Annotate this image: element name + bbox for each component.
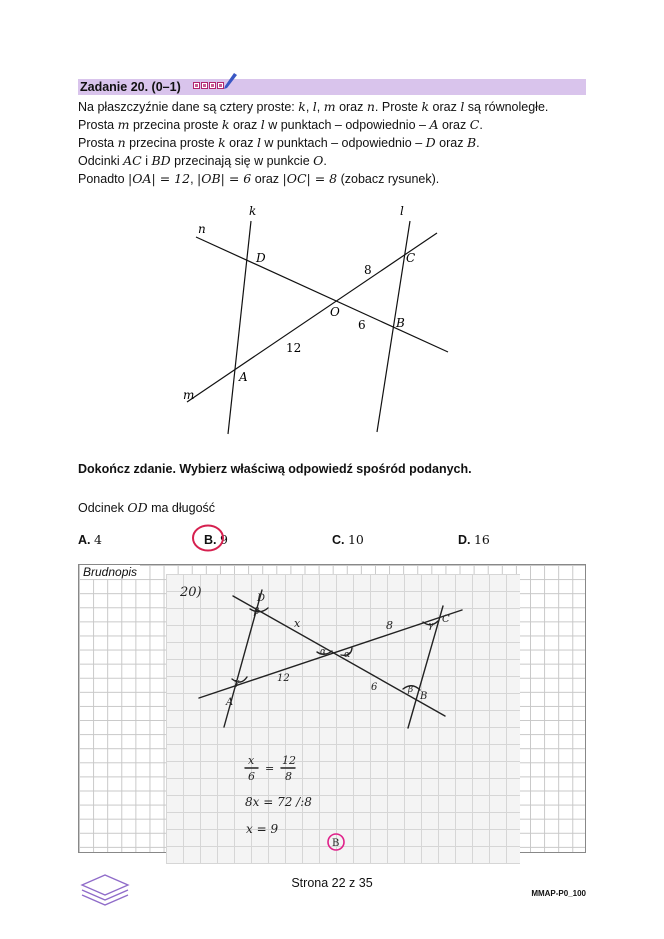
option-a[interactable]: A. 4 [78,532,102,547]
draft-line-n [233,596,445,716]
hw-gamma-2: γ [428,621,434,631]
length-oa: 12 [286,341,302,355]
hw-x: x [294,617,301,630]
statement-line-1: Na płaszczyźnie dane są cztery proste: k, l, m oraz n. Proste k oraz l są równoległe. [78,99,549,114]
hw-6: 6 [371,682,378,693]
instruction: Dokończ zdanie. Wybierz właściwą odpowiedź spośród podanych. [78,462,472,476]
option-d[interactable]: D. 16 [458,532,490,547]
draft-label: Brudnopis [80,565,140,579]
hw-B: B [420,691,428,702]
hw-answer: B [332,838,340,849]
hw-beta: β [254,607,260,617]
hw-eq1-den-r: 8 [285,770,292,783]
label-n: n [198,222,206,236]
label-A: A [239,370,248,384]
label-l: l [400,204,404,218]
label-B: B [396,316,405,330]
option-c[interactable]: C. 10 [332,532,364,547]
task-title: Zadanie 20. (0–1) [80,80,181,94]
hw-eq1-eq: = [265,762,275,775]
page-number: Strona 22 z 35 [291,876,373,890]
hw-alpha-1: α [320,647,327,657]
hw-beta-2: β [408,685,414,695]
hw-C: C [442,614,450,625]
length-ob: 6 [358,318,366,332]
hw-eq1-num-r: 12 [282,754,296,767]
hw-eq2: 8x = 72 /:8 [245,795,312,809]
option-b[interactable]: B. 9 [204,532,228,547]
hw-12: 12 [277,673,290,684]
label-O: O [330,305,340,319]
hw-alpha-2: α [344,650,351,660]
hw-eq3: x = 9 [246,822,279,836]
statement-line-5: Ponadto |OA| = 12, |OB| = 6 oraz |OC| = 8 (zobacz rysunek). [78,171,440,186]
label-C: C [406,251,416,265]
hw-A: A [226,697,234,708]
hw-eq1-den-l: 6 [248,770,255,783]
label-k: k [249,204,257,218]
statement-line-4: Odcinki AC i BD przecinają się w punkcie O. [78,153,327,168]
hw-gamma: γ [234,678,240,688]
hw-8: 8 [386,619,393,632]
label-m: m [183,388,195,402]
hw-D: D [257,593,266,604]
length-oc: 8 [364,263,372,277]
document-code: MMAP-P0_100 [531,889,586,898]
hw-eq1-num-l: x [248,754,255,767]
statement-line-2: Prosta m przecina proste k oraz l w punktach – odpowiednio – A oraz C. [78,117,483,132]
hw-task-no: 20) [180,585,202,600]
question: Odcinek OD ma długość [78,500,216,515]
statement-line-3: Prosta n przecina proste k oraz l w punktach – odpowiednio – D oraz B. [78,135,480,150]
label-D: D [256,251,266,265]
